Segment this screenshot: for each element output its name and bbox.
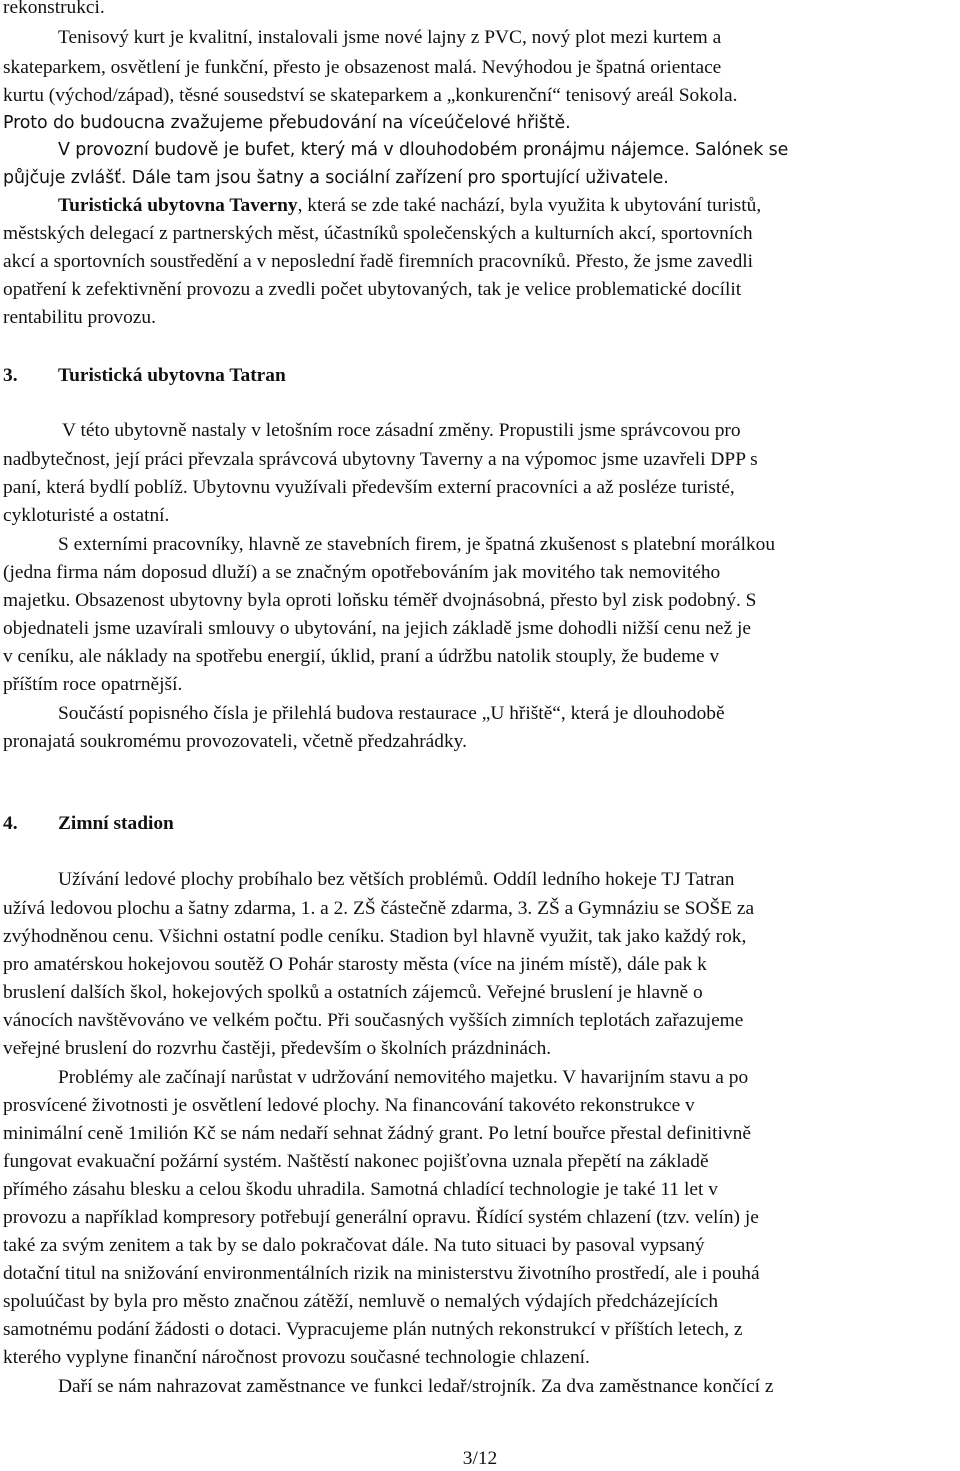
text-line: spoluúčast by byla pro město značnou zátěží, nemluvě o nemalých výdajích předcházejících: [3, 1291, 719, 1312]
text-line: veřejné bruslení do rozvrhu častěji, především o školních prázdninách.: [3, 1038, 552, 1059]
text-line: zvýhodněnou cenu. Všichni ostatní podle ceníku. Stadion byl hlavně využit, tak jako každý rok,: [3, 926, 747, 947]
section-number: 3.: [3, 365, 18, 386]
text-line: pro amatérskou hokejovou soutěž O Pohár starosty města (více na jiném místě), dále pak k: [3, 954, 707, 975]
section-title: Zimní stadion: [58, 813, 174, 834]
text-line: minimální ceně 1milión Kč se nám nedaří sehnat žádný grant. Po letní bouřce přestal definitivně: [3, 1123, 751, 1144]
text-line: rekonstrukci.: [3, 0, 105, 18]
text-line: Tenisový kurt je kvalitní, instalovali jsme nové lajny z PVC, nový plot mezi kurtem a: [58, 27, 722, 48]
text-line: Součástí popisného čísla je přilehlá budova restaurace „U hřiště“, která je dlouhodobě: [58, 703, 725, 724]
text-line: bruslení dalších škol, hokejových spolků a ostatních zájemců. Veřejné bruslení je hlavně o: [3, 982, 703, 1003]
section-title: Turistická ubytovna Tatran: [58, 365, 286, 386]
text-line: Užívání ledové plochy probíhalo bez větších problémů. Oddíl ledního hokeje TJ Tatran: [58, 869, 735, 890]
text-line: akcí a sportovních soustředění a v neposlední řadě firemních pracovníků. Přesto, že jsme zavedli: [3, 251, 754, 272]
text-line: užívá ledovou plochu a šatny zdarma, 1. a 2. ZŠ částečně zdarma, 3. ZŠ a Gymnáziu se SOŠE za: [3, 898, 755, 919]
text-line: Daří se nám nahrazovat zaměstnance ve funkci ledař/strojník. Za dva zaměstnance končící z: [58, 1376, 774, 1397]
text-line: Proto do budoucna zvažujeme přebudování na víceúčelové hřiště.: [3, 113, 571, 133]
text-line: cykloturisté a ostatní.: [3, 505, 170, 526]
text-line: paní, která bydlí poblíž. Ubytovnu využívali především externí pracovníci a až posléze turisté,: [3, 477, 735, 498]
text-line: rentabilitu provozu.: [3, 307, 156, 328]
text-line: vánocích navštěvováno ve velkém počtu. Při současných vyšších zimních teplotách zařazujeme: [3, 1010, 744, 1031]
text-line: objednateli jsme uzavírali smlouvy o ubytování, na jejich základě jsme dohodli nižší cenu než je: [3, 618, 751, 639]
text-line: dotační titul na snižování environmentálních rizik na ministerstvu životního prostředí, ale i pouhá: [3, 1263, 760, 1284]
text-line: (jedna firma nám doposud dluží) a se značným opotřebováním jak movitého tak nemovitého: [3, 562, 721, 583]
text-line: v ceníku, ale náklady na spotřebu energií, úklid, praní a údržbu natolik stouply, že budeme v: [3, 646, 720, 667]
text-line: prosvícené životnosti je osvětlení ledové plochy. Na financování takovéto rekonstrukce v: [3, 1095, 695, 1116]
section-heading-4: [3, 813, 174, 835]
text-line: kurtu (východ/západ), těsné sousedství se skateparkem a „konkurenční“ tenisový areál Sokola.: [3, 85, 738, 106]
text-line: kterého vyplyne finanční náročnost provozu současné technologie chlazení.: [3, 1347, 590, 1368]
text-line: majetku. Obsazenost ubytovny byla oproti loňsku téměř dvojnásobná, přesto byl zisk podobný. S: [3, 590, 757, 611]
text-line: pronajatá soukromému provozovateli, včetně předzahrádky.: [3, 731, 467, 752]
text-line: skateparkem, osvětlení je funkční, přesto je obsazenost malá. Nevýhodou je špatná orientace: [3, 57, 722, 78]
text-line: půjčuje zvlášť. Dále tam jsou šatny a sociální zařízení pro sportující uživatele.: [3, 168, 669, 188]
text-line: příštím roce opatrnější.: [3, 674, 183, 695]
taverny-bold-name: Turistická ubytovna Taverny: [58, 195, 298, 216]
text-line: samotnému podání žádosti o dotaci. Vypracujeme plán nutných rekonstrukcí v příštích letech, z: [3, 1319, 743, 1340]
text-line: V provozní budově je bufet, který má v dlouhodobém pronájmu nájemce. Salónek se: [58, 140, 789, 160]
section-number: 4.: [3, 813, 18, 834]
text-line: nadbytečnost, její práci převzala správcová ubytovny Taverny a na výpomoc jsme uzavřeli DPP s: [3, 449, 758, 470]
text-line: fungovat evakuační požární systém. Naštěstí nakonec pojišťovna uznala přepětí na základě: [3, 1151, 709, 1172]
text-line: V této ubytovně nastaly v letošním roce zásadní změny. Propustili jsme správcovou pro: [62, 420, 741, 441]
text-line: také za svým zenitem a tak by se dalo pokračovat dále. Na tuto situaci by pasoval vypsaný: [3, 1235, 705, 1256]
page-number: 3/12: [462, 1448, 498, 1469]
text-line: S externími pracovníky, hlavně ze stavebních firem, je špatná zkušenost s platební morálkou: [58, 534, 776, 555]
text-line: Turistická ubytovna Taverny, která se zde také nachází, byla využita k ubytování turistů,: [58, 195, 762, 216]
section-heading-3: [3, 365, 286, 387]
text-line: provozu a například kompresory potřebují generální opravu. Řídící systém chlazení (tzv. velín) je: [3, 1207, 759, 1228]
text-line: opatření k zefektivnění provozu a zvedli počet ubytovaných, tak je velice problematické docílit: [3, 279, 742, 300]
text-line: přímého zásahu blesku a celou škodu uhradila. Samotná chladící technologie je také 11 let v: [3, 1179, 718, 1200]
text-line: městských delegací z partnerských měst, účastníků společenských a kulturních akcí, sportovních: [3, 223, 753, 244]
text-line: Problémy ale začínají narůstat v udržování nemovitého majetku. V havarijním stavu a po: [58, 1067, 749, 1088]
